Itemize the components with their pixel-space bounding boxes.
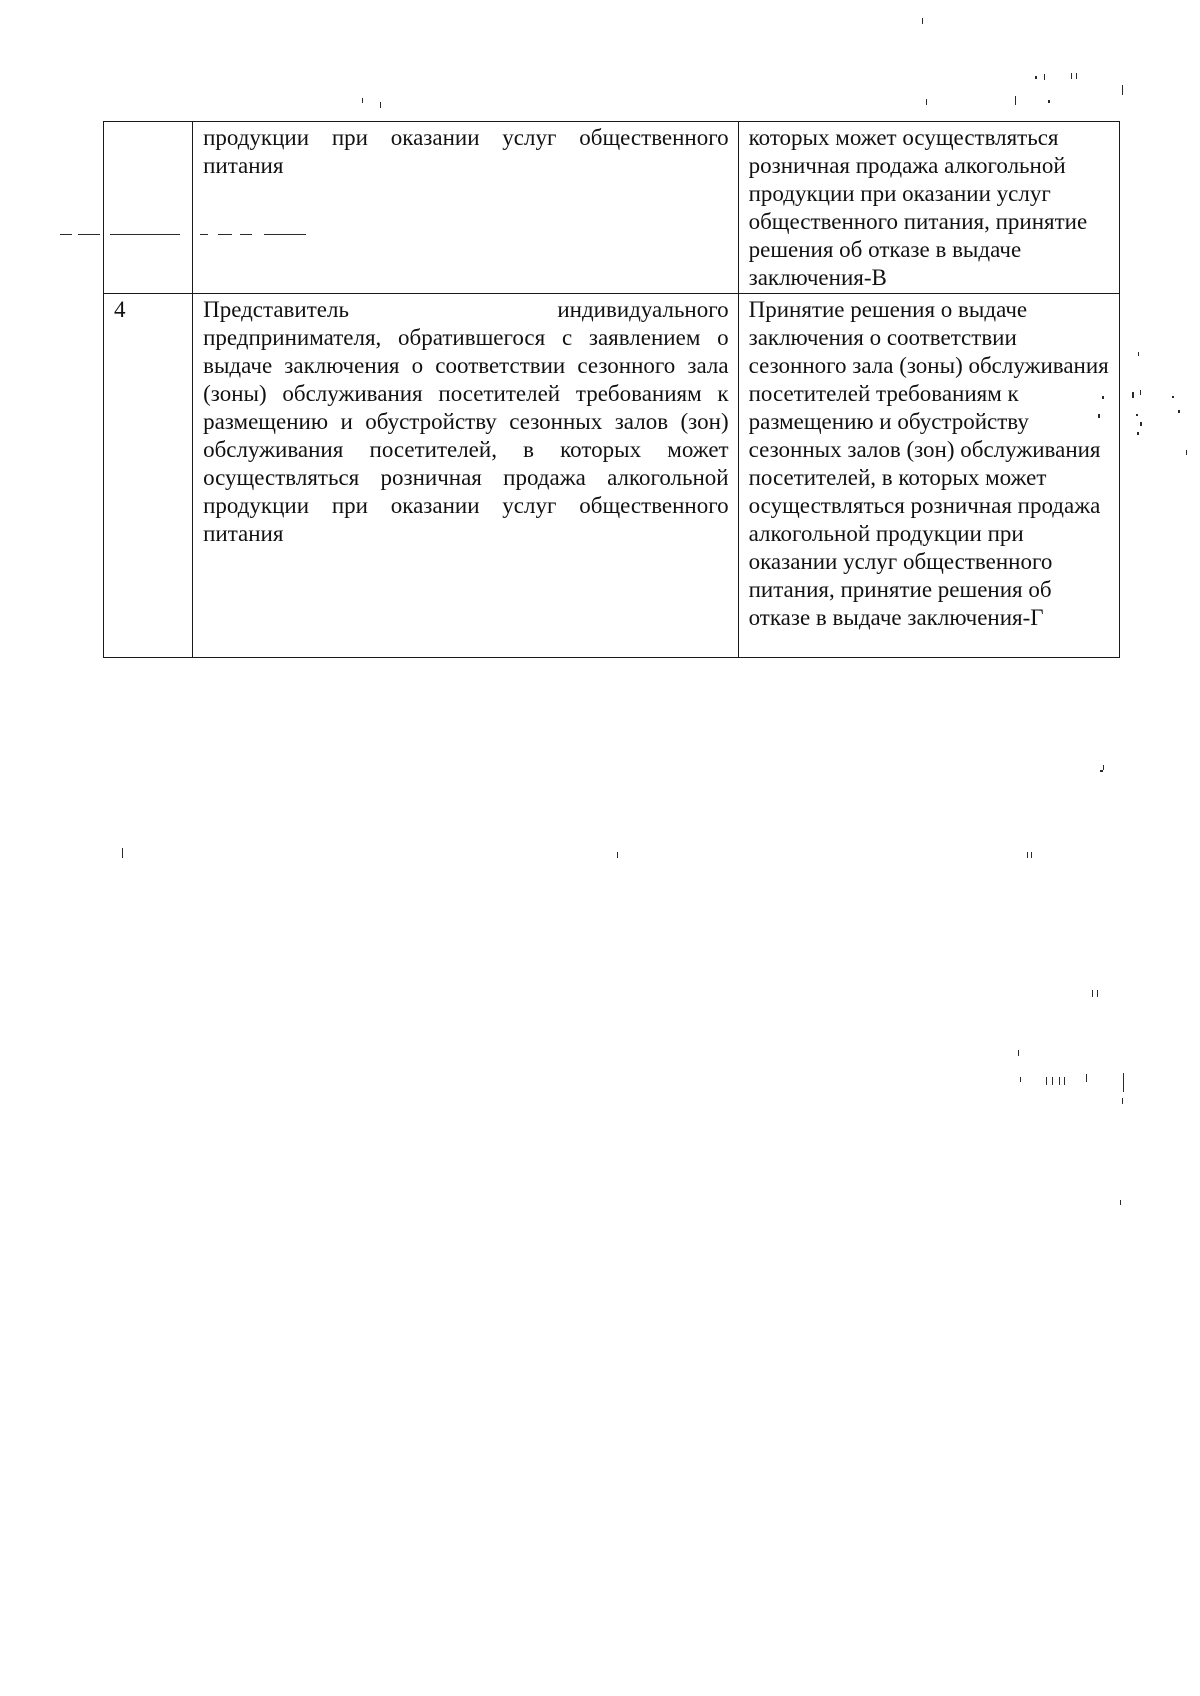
services-table	[103, 121, 1120, 658]
applicant-cell	[193, 122, 739, 294]
applicant-cell	[193, 294, 739, 658]
applicant-text: предпринимателя, обратившегося с заявлением о выдаче заключения о соответствии сезонного зала (зоны) обслуживания посетителей требованиям к размещению и обустройству сезонных залов (зон) обслуживания посетителей, в которых может осуществляться розничная продажа алкогольной продукции при оказании услуг общественного питания	[203, 325, 729, 546]
table-row	[104, 122, 1120, 294]
action-cell: которых может осуществляться розничная продажа алкогольной продукции при оказании услуг общественного питания, принятие решения об отказе в выдаче заключения-В	[738, 122, 1119, 294]
action-cell: Принятие решения о выдаче заключения о соответствии сезонного зала (зоны) обслуживания посетителей требованиям к размещению и обустройству сезонных залов (зон) обслуживания посетителей, в которых может осуществляться розничная продажа алкогольной продукции при оказании услуг общественного питания, принятие решения об отказе в выдаче заключения-Г	[738, 294, 1119, 658]
table-row	[104, 294, 1120, 658]
applicant-text-first-line: Представитель индивидуального	[203, 297, 729, 322]
row-number-cell	[104, 122, 193, 294]
row-number-cell: 4	[104, 294, 193, 658]
applicant-text: продукции при оказании услуг общественного питания	[203, 125, 729, 178]
